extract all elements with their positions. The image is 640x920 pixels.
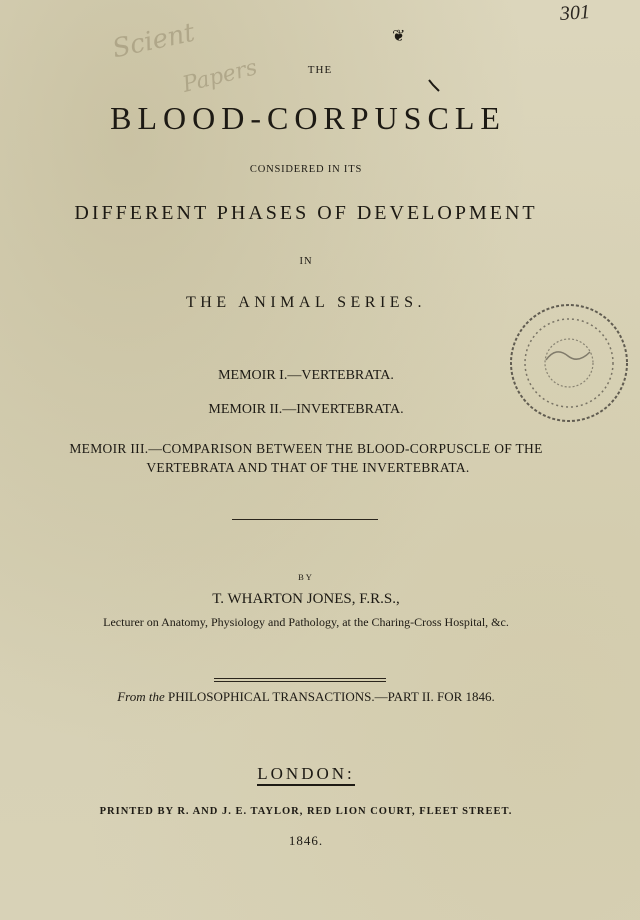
imprint-printer: PRINTED BY R. AND J. E. TAYLOR, RED LION COURT, FLEET STREET. bbox=[99, 806, 513, 817]
memoir-line: MEMOIR III.—COMPARISON BETWEEN THE BLOOD-CORPUSCLE OF THE bbox=[69, 441, 543, 456]
source-from: From the bbox=[117, 689, 165, 704]
byline-by: BY bbox=[298, 572, 314, 582]
library-stamp-icon bbox=[506, 300, 632, 426]
subtitle-phases: DIFFERENT PHASES OF DEVELOPMENT bbox=[74, 202, 538, 224]
memoir-line: MEMOIR II.—INVERTEBRATA. bbox=[208, 402, 404, 417]
source-part: —PART II. FOR 1846. bbox=[374, 689, 495, 704]
memoir-line: VERTEBRATA AND THAT OF THE INVERTEBRATA. bbox=[146, 460, 470, 475]
faint-pencil-note: Scient bbox=[109, 17, 198, 65]
faint-pencil-note: Papers bbox=[180, 55, 260, 98]
divider bbox=[214, 681, 386, 682]
memoir-line: MEMOIR I.—VERTEBRATA. bbox=[218, 368, 394, 383]
divider bbox=[214, 678, 386, 679]
subtitle-considered: CONSIDERED IN ITS bbox=[249, 164, 363, 175]
ink-mark-icon: ❦ bbox=[392, 28, 406, 45]
subtitle-in: IN bbox=[299, 256, 313, 267]
divider bbox=[232, 519, 378, 520]
page-title: BLOOD-CORPUSCLE bbox=[110, 100, 506, 136]
author-position: Lecturer on Anatomy, Physiology and Pathology, at the Charing-Cross Hospital, &c. bbox=[103, 615, 509, 629]
title-prefix: THE bbox=[307, 64, 333, 76]
handwritten-number: 301 bbox=[559, 0, 591, 26]
imprint-city: LONDON: bbox=[0, 764, 626, 784]
source-journal: PHILOSOPHICAL TRANSACTIONS. bbox=[168, 689, 375, 704]
imprint-year: 1846. bbox=[288, 833, 324, 848]
source-note bbox=[0, 689, 626, 705]
subtitle-series: THE ANIMAL SERIES. bbox=[186, 294, 426, 311]
author-name: T. WHARTON JONES, F.R.S., bbox=[212, 591, 400, 607]
check-mark-icon bbox=[428, 78, 440, 92]
